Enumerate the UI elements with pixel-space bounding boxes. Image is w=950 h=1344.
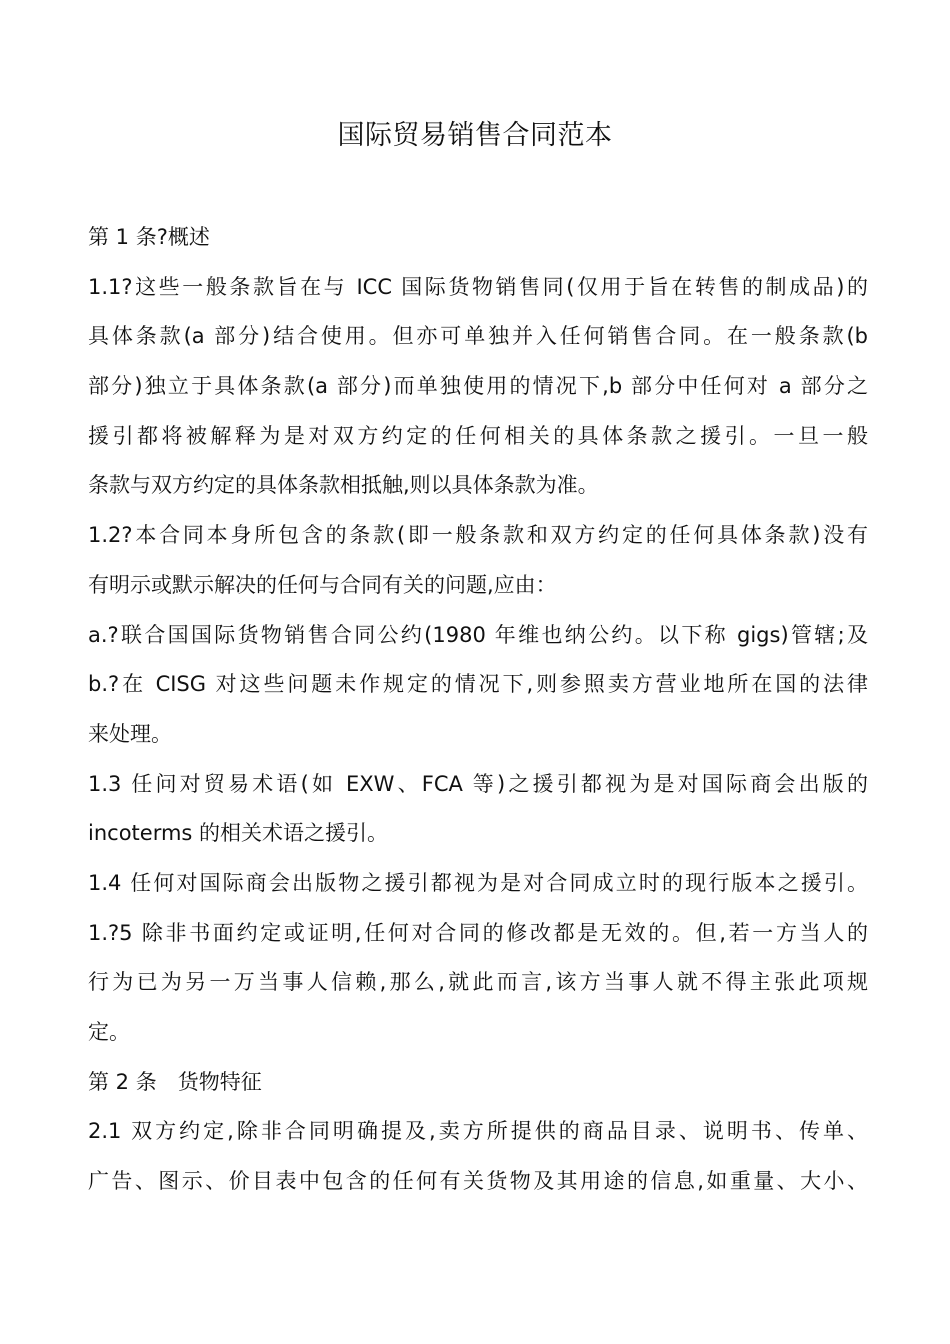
- section-heading-2: 第 2 条 货物特征: [88, 1069, 262, 1094]
- paragraph-line: a.?联合国国际货物销售合同公约(1980 年维也纳公约。以下称 gigs)管辖;及: [88, 622, 868, 647]
- paragraph-line: 2.1 双方约定,除非合同明确提及,卖方所提供的商品目录、说明书、传单、: [88, 1119, 868, 1144]
- paragraph-line: b.?在 CISG 对这些问题未作规定的情况下,则参照卖方营业地所在国的法律: [88, 672, 868, 697]
- paragraph-line: 有明示或默示解决的任何与合同有关的问题,应由：: [88, 572, 557, 597]
- paragraph-line: 1.1?这些一般条款旨在与 ICC 国际货物销售同(仅用于旨在转售的制成品)的: [88, 274, 868, 299]
- paragraph-line: 具体条款(a 部分)结合使用。但亦可单独并入任何销售合同。在一般条款(b: [88, 324, 868, 349]
- paragraph-line: 部分)独立于具体条款(a 部分)而单独使用的情况下,b 部分中任何对 a 部分之: [88, 374, 868, 399]
- paragraph-line: 条款与双方约定的具体条款相抵触,则以具体条款为准。: [88, 473, 599, 498]
- paragraph-line: 援引都将被解释为是对双方约定的任何相关的具体条款之援引。一旦一般: [88, 423, 868, 448]
- document-body: [88, 213, 868, 1207]
- paragraph-line: 1.2?本合同本身所包含的条款(即一般条款和双方约定的任何具体条款)没有: [88, 523, 868, 548]
- paragraph-line: 1.4 任何对国际商会出版物之援引都视为是对合同成立时的现行版本之援引。: [88, 870, 868, 895]
- paragraph-line: 行为已为另一万当事人信赖,那么,就此而言,该方当事人就不得主张此项规: [88, 970, 868, 995]
- paragraph-line: incoterms 的相关术语之援引。: [88, 821, 389, 846]
- paragraph-line: 1.3 任问对贸易术语(如 EXW、FCA 等)之援引都视为是对国际商会出版的: [88, 771, 868, 796]
- paragraph-line: 广告、图示、价目表中包含的任何有关货物及其用途的信息,如重量、大小、: [88, 1169, 868, 1194]
- paragraph-line: 定。: [88, 1020, 130, 1044]
- paragraph-line: 1.?5 除非书面约定或证明,任何对合同的修改都是无效的。但,若一方当人的: [88, 920, 868, 945]
- document-title: 国际贸易销售合同范本: [337, 120, 613, 151]
- section-heading-1: 第 1 条?概述: [88, 225, 210, 249]
- paragraph-line: 来处理。: [88, 721, 172, 746]
